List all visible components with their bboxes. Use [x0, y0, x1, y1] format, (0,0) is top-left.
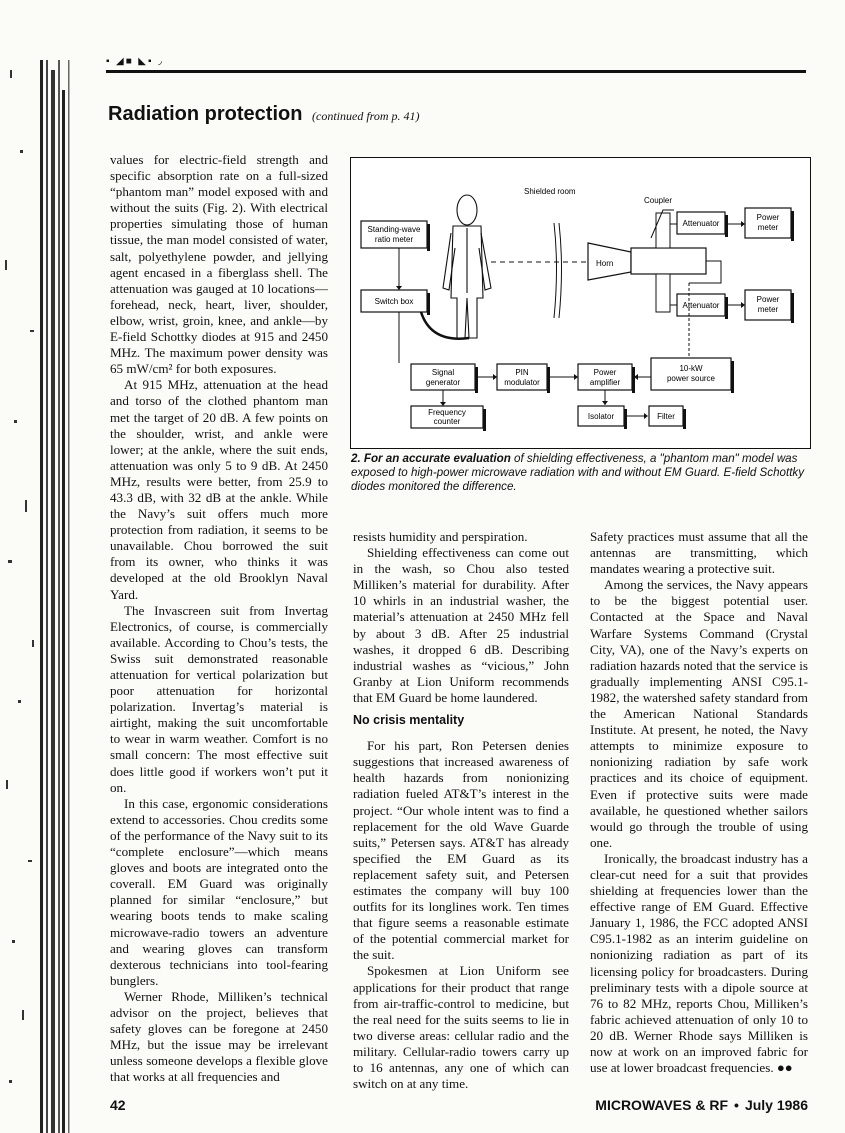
- label-pin-modulator-2: modulator: [504, 378, 540, 387]
- journal-name: MICROWAVES & RF: [595, 1097, 729, 1113]
- issue-date: July 1986: [744, 1097, 808, 1113]
- label-attenuator-top: Attenuator: [682, 219, 720, 228]
- page-title: [108, 103, 420, 126]
- label-swr-line1: Standing-wave: [367, 225, 421, 234]
- label-isolator: Isolator: [587, 412, 615, 421]
- pin-modulator: [497, 364, 550, 393]
- label-switch-box: Switch box: [374, 297, 414, 306]
- switch-box: [361, 290, 430, 315]
- label-power-source-2: power source: [666, 374, 716, 383]
- top-mark-decoration: ▪ ◢■ ◣▪ ◞: [106, 56, 164, 67]
- label-frequency-counter-1: Frequency: [428, 408, 466, 417]
- label-signal-generator-1: Signal: [431, 368, 455, 377]
- paragraph: At 915 MHz, attenuation at the head and torso of the clothed phantom man met the target of 20 dB. A few points on the shoulder, wrist, and ankle were lower; at the ankle, where the suit ends, attenuation was only 5 to 9 dB. At 2450 MHz, results were better, from 25.9 to 43.3 dB, with 32 dB at the ankle. While the Navy’s suit offers much more protection from radiation, it seems to be unavailable. Chou borrowed the suit from its owner, who thinks it was developed at the old Brooklyn Naval Yard.: [110, 377, 328, 602]
- paragraph: Werner Rhode, Milliken’s technical advisor on the project, believes that safety gloves can be foregone at 2450 MHz, but the issue may be irrelevant unless someone develops a flexible glove that works at all frequencies and: [110, 988, 328, 1085]
- attenuator-top: [677, 212, 728, 237]
- power-meter-bottom: [745, 290, 794, 323]
- caption-bold: 2. For an accurate evaluation: [351, 452, 511, 465]
- binding-edge-decoration: [0, 0, 78, 1133]
- journal-footer: [595, 1097, 808, 1113]
- paragraph: Ironically, the broadcast industry has a clear-cut need for a suit that provides shielding at frequencies lower than the effective range of EM Guard. Effective January 1, 1986, the FCC adopted ANSI C95.1-1982 as an interim guideline on nonionizing radiation as part of its licensing policy for broadcasters. During preliminary tests with a dipole source at 76 to 82 MHz, reports Chou, Milliken’s fabric achieved attenuation of only 10 to 20 dB. Werner Rhode says Milliken is now at work on an improved fabric for use at lower broadcast frequencies. ●●: [590, 850, 808, 1076]
- paragraph: resists humidity and perspiration.: [353, 529, 528, 544]
- signal-generator: [411, 364, 478, 393]
- label-power-source-1: 10-kW: [679, 364, 703, 373]
- page-number: 42: [110, 1097, 126, 1113]
- power-meter-top: [745, 208, 794, 241]
- label-power-amplifier-2: amplifier: [589, 378, 621, 387]
- column-3: [590, 529, 808, 1076]
- figure-caption: [351, 452, 811, 494]
- horn-antenna: [588, 243, 706, 280]
- isolator: [578, 406, 627, 429]
- section-heading: No crisis mentality: [353, 713, 465, 728]
- caption-text: of shielding effectiveness, a "phantom man" model was exposed to high-power microwave radiation with and without EM Guard. E-field Schottky diodes monitored the difference.: [351, 452, 805, 493]
- label-power-meter-bottom-1: Power: [756, 295, 780, 304]
- label-signal-generator-2: generator: [425, 378, 461, 387]
- column-1: [110, 152, 328, 1085]
- label-power-meter-top-1: Power: [756, 213, 780, 222]
- paragraph: Safety practices must assume that all the antennas are transmitting, which mandates wearing a protective suit.: [590, 529, 808, 577]
- paragraph: For his part, Ron Petersen denies suggestions that increased awareness of health hazards from nonionizing radiation fueled AT&T’s interest in the project. “Our whole intent was to find a replacement for the old Wave Guarde suits,” Petersen says. AT&T has already specified the EM Guard as its replacement safety suit, and Petersen estimates the company will buy 100 outfits for its longlines work. Ten times that figure seems a reasonable estimate of the potential commercial market for the suit.: [353, 738, 569, 963]
- label-power-meter-bottom-2: meter: [757, 305, 779, 314]
- standing-wave-ratio-meter-box: [361, 221, 430, 251]
- footer-separator: •: [734, 1097, 739, 1113]
- label-horn: Horn: [596, 259, 614, 268]
- power-source-10kw: [651, 358, 734, 393]
- label-shielded-room: Shielded room: [524, 187, 576, 196]
- power-amplifier: [578, 364, 635, 393]
- paragraph: Spokesmen at Lion Uniform see applications for their product that range from air-traffic-control to medicine, but the real need for the suits seems to lie in two diverse areas: cellular radio and the military. Cellular-radio towers carry up to 16 antennas, any one of which can switch on at any time.: [353, 963, 569, 1092]
- column-2: [353, 529, 569, 1092]
- title-text: Radiation protection: [108, 103, 303, 125]
- attenuator-bottom: [677, 294, 728, 319]
- paragraph: The Invascreen suit from Invertag Electronics, of course, is commercially available. According to Chou’s tests, the Swiss suit demonstrated reasonable attenuation for vertical polarization but poor attenuation for horizontal polarization. Invertag’s material is airtight, making the suit uncomfortable to wear in warm weather. Comfort is no small concern: The most effective suit does little good if workers won’t put it on.: [110, 602, 328, 795]
- filter: [649, 406, 686, 429]
- shield-wall: [554, 223, 562, 318]
- paragraph: values for electric-field strength and specific absorption rate on a full-sized “phantom man” model exposed with and without the suits (Fig. 2). With electrical properties simulating those of human tissue, the man model consisted of water, salt, polyethylene powder, and jellying agent encased in a fiberglass shell. The attenuation was gauged at 10 locations—forehead, neck, heart, liver, shoulder, elbow, wrist, groin, knee, and ankle—by E-field Schottky diodes at 915 and 2450 MHz. The maximum power density was 65 mW/cm² for both exposures.: [110, 152, 328, 377]
- paragraph: Shielding effectiveness can come out in the wash, so Chou also tested Milliken’s material for durability. After 10 whirls in an industrial washer, the material’s attenuation at 2450 MHz fell by about 3 dB. After 25 industrial washes, it dropped 6 dB. Describing industrial washes as “vicious,” John Granby at Lion Uniform recommends that EM Guard be home laundered.: [353, 545, 569, 705]
- continued-note: (continued from p. 41): [312, 109, 420, 123]
- phantom-man-figure: [443, 195, 491, 338]
- paragraph: Among the services, the Navy appears to be the biggest potential user. Contacted at the Space and Naval Warfare Systems Command (Crystal City, VA), one of the Navy’s experts on radiation hazards noted that the service is gradually implementing ANSI C95.1-1982, the watershed safety standard from the American National Standards Institute. At present, he noted, the Navy attempts to minimize exposure to nonionizing radiation by safe work practices and its choice of equipment. Even if protective suits were made available, he questioned whether sailors would go through the trouble of using one.: [590, 577, 808, 850]
- label-swr-line2: ratio meter: [374, 235, 414, 244]
- label-attenuator-bottom: Attenuator: [682, 301, 720, 310]
- label-power-amplifier-1: Power: [593, 368, 617, 377]
- paragraph: In this case, ergonomic considerations extend to accessories. Chou credits some of the performance of the Navy suit to its “complete enclosure”—which means gloves and boots are integrated onto the coverall. EM Guard was originally planned for similar “enclosure,” but wearing boots tends to make scaling microwave-radio towers an adventure and wearing gloves can transform dexterous technicians into tool-fearing bunglers.: [110, 795, 328, 988]
- figure-2-test-setup-diagram: [350, 157, 811, 449]
- frequency-counter: [411, 406, 486, 431]
- label-pin-modulator-1: PIN: [515, 368, 529, 377]
- header-rule: [106, 70, 806, 73]
- label-filter: Filter: [657, 412, 675, 421]
- label-power-meter-top-2: meter: [757, 223, 779, 232]
- label-coupler: Coupler: [644, 196, 673, 205]
- label-frequency-counter-2: counter: [433, 417, 461, 426]
